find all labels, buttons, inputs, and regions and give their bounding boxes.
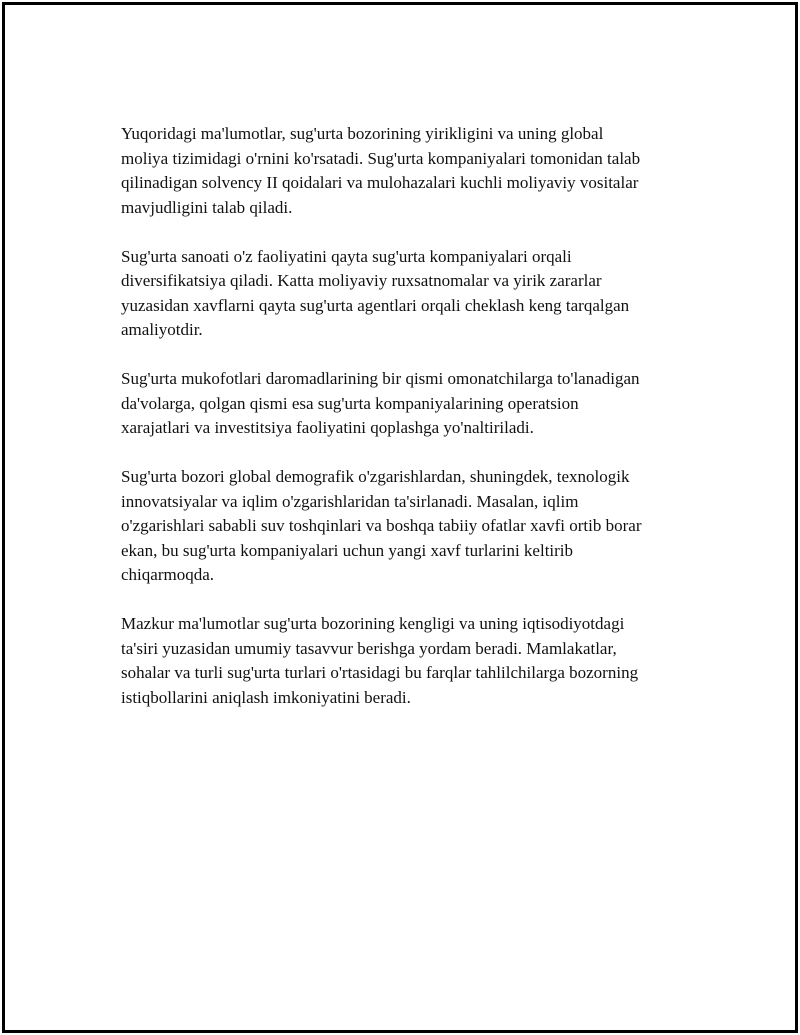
paragraph-2: Sug'urta sanoati o'z faoliyatini qayta sug'urta kompaniyalari orqali diversifikatsiya qiladi. Katta moliyaviy ruxsatnomalar va yirik zararlar yuzasidan xavflarni qayta sug'urta agentlari orqali cheklash keng tarqalgan amaliyotdir. (121, 246, 630, 339)
document-body (121, 122, 701, 735)
paragraph-4: Sug'urta bozori global demografik o'zgarishlardan, shuningdek, texnologik innovatsiyalar va iqlim o'zgarishlaridan ta'sirlanadi. Masalan, iqlim o'zgarishlari sababli suv toshqinlari va boshqa tabiiy ofatlar xavfi ortib borar ekan, bu sug'urta kompaniyalari uchun yangi xavf turlarini keltirib chiqarmoqda. (121, 467, 642, 584)
page-frame (2, 2, 798, 1033)
paragraph-1: Yuqoridagi ma'lumotlar, sug'urta bozorining yirikligini va uning global moliya tizimidagi o'rnini ko'rsatadi. Sug'urta kompaniyalari tomonidan talab qilinadigan solvency II qoidalari va mulohazalari kuchli moliyaviy vositalar mavjudligini talab qiladi. (121, 124, 641, 217)
paragraph-5: Mazkur ma'lumotlar sug'urta bozorining kengligi va uning iqtisodiyotdagi ta'siri yuzasidan umumiy tasavvur berishga yordam beradi. Mamlakatlar, sohalar va turli sug'urta turlari o'rtasidagi bu farqlar tahlilchilarga bozorning istiqbollarini aniqlash imkoniyatini beradi. (121, 614, 639, 707)
paragraph-3: Sug'urta mukofotlari daromadlarining bir qismi omonatchilarga to'lanadigan da'volarga, qolgan qismi esa sug'urta kompaniyalarining operatsion xarajatlari va investitsiya faoliyatini qoplashga yo'naltiriladi. (121, 369, 640, 437)
